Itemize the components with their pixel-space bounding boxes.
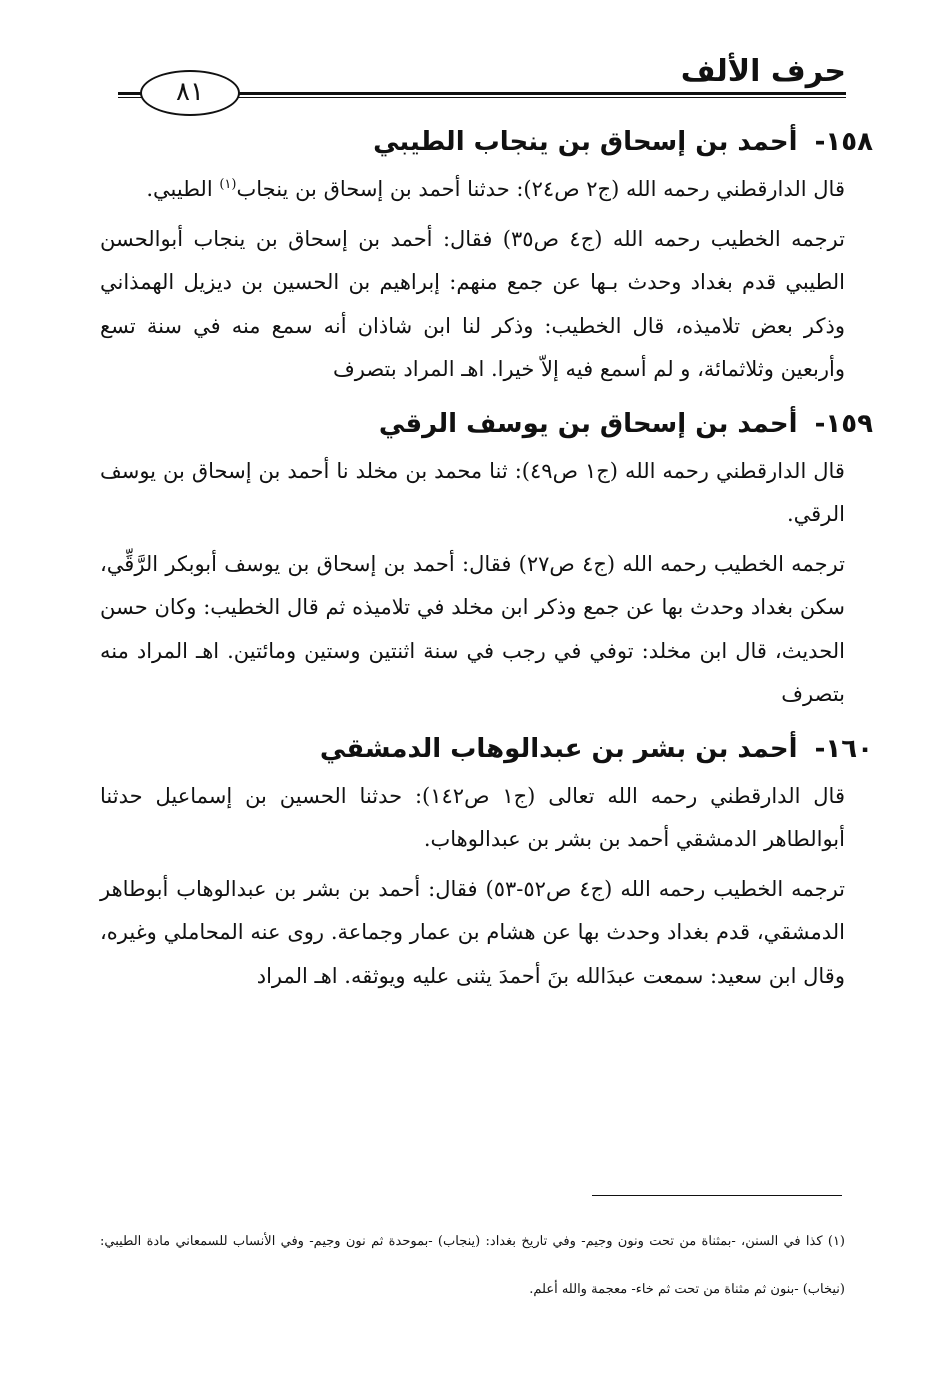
entry-name: أحمد بن إسحاق بن ينجاب الطيبي: [373, 127, 798, 157]
footnotes: [100, 1218, 845, 1314]
entry-paragraph: ترجمه الخطيب رحمه الله (ج٤ ص٣٥) فقال: أحمد بن إسحاق بن ينجاب أبوالحسن الطيبي قدم بغداد وحدث بـها عن جمع منهم: إبراهيم بن الحسين بن ديزيل الهمذاني وذكر بعض تلاميذه، قال الخطيب: وذكر لنا ابن شاذان أنه سمع منه في سنة تسع وأربعين وثلاثمائة، و لم أسمع فيه إلاّ خيرا. اهـ المراد بتصرف: [100, 226, 845, 381]
paragraph-text-end: الطيبي.: [146, 177, 213, 201]
entry-title-158: [100, 120, 873, 164]
page-number: ٨١: [140, 70, 240, 116]
chapter-title: حرف الألف: [680, 54, 846, 89]
footnote-marker[interactable]: (١): [219, 177, 237, 192]
entry-title-160: [100, 727, 873, 771]
entry-number: ١٥٨-: [814, 127, 873, 157]
entry-paragraph: قال الدارقطني رحمه الله تعالى (ج١ ص١٤٢): حدثنا الحسين بن إسماعيل حدثنا أبوالطاهر الدمشقي أحمد بن بشر بن عبدالوهاب.: [100, 783, 845, 851]
page-header: [118, 48, 846, 108]
entry-paragraph: ترجمه الخطيب رحمه الله (ج٤ ص٢٧) فقال: أحمد بن إسحاق بن يوسف أبوبكر الرَّقِّي، سكن بغداد وحدث بها عن جمع وذكر ابن مخلد في تلاميذه ثم قال الخطيب: وكان حسن الحديث، قال ابن مخلد: توفي في رجب في سنة اثنتين وستين ومائتين. اهـ المراد منه بتصرف: [100, 551, 845, 706]
entry-paragraph: قال الدارقطني رحمه الله (ج١ ص٤٩): ثنا محمد بن مخلد نا أحمد بن إسحاق بن يوسف الرقي.: [100, 458, 845, 526]
entry-paragraph: [100, 168, 845, 212]
entry-number: ١٥٩-: [814, 408, 873, 439]
entry-number: ١٦٠-: [814, 733, 873, 764]
paragraph-text: قال الدارقطني رحمه الله (ج٢ ص٢٤): حدثنا أحمد بن إسحاق بن ينجاب: [236, 177, 845, 201]
entry-paragraph: ترجمه الخطيب رحمه الله (ج٤ ص٥٢-٥٣) فقال: أحمد بن بشر بن عبدالوهاب أبوطاهر الدمشقي، قدم بغداد وحدث بها عن هشام بن عمار وجماعة. روى عنه المحاملي وغيره، وقال ابن سعيد: سمعت عبدَالله بنَ أحمدَ يثنى عليه ويوثقه. اهـ المراد: [100, 876, 845, 988]
entry-title-159: [100, 402, 873, 446]
page-content: [100, 120, 873, 1004]
footnote-separator: [592, 1195, 842, 1196]
entry-name: أحمد بن إسحاق بن يوسف الرقي: [378, 408, 798, 439]
entry-name: أحمد بن بشر بن عبدالوهاب الدمشقي: [319, 733, 798, 764]
footnote-item: (١) كذا في السنن، -بمثناة من تحت ونون وجيم- وفي تاريخ بغداد: (ينجاب) -بموحدة ثم نون وجيم- وفي الأنساب للسمعاني مادة الطيبي: (نيخاب) -بنون ثم مثناة من تحت ثم خاء- معجمة والله أعلم.: [100, 1234, 845, 1297]
